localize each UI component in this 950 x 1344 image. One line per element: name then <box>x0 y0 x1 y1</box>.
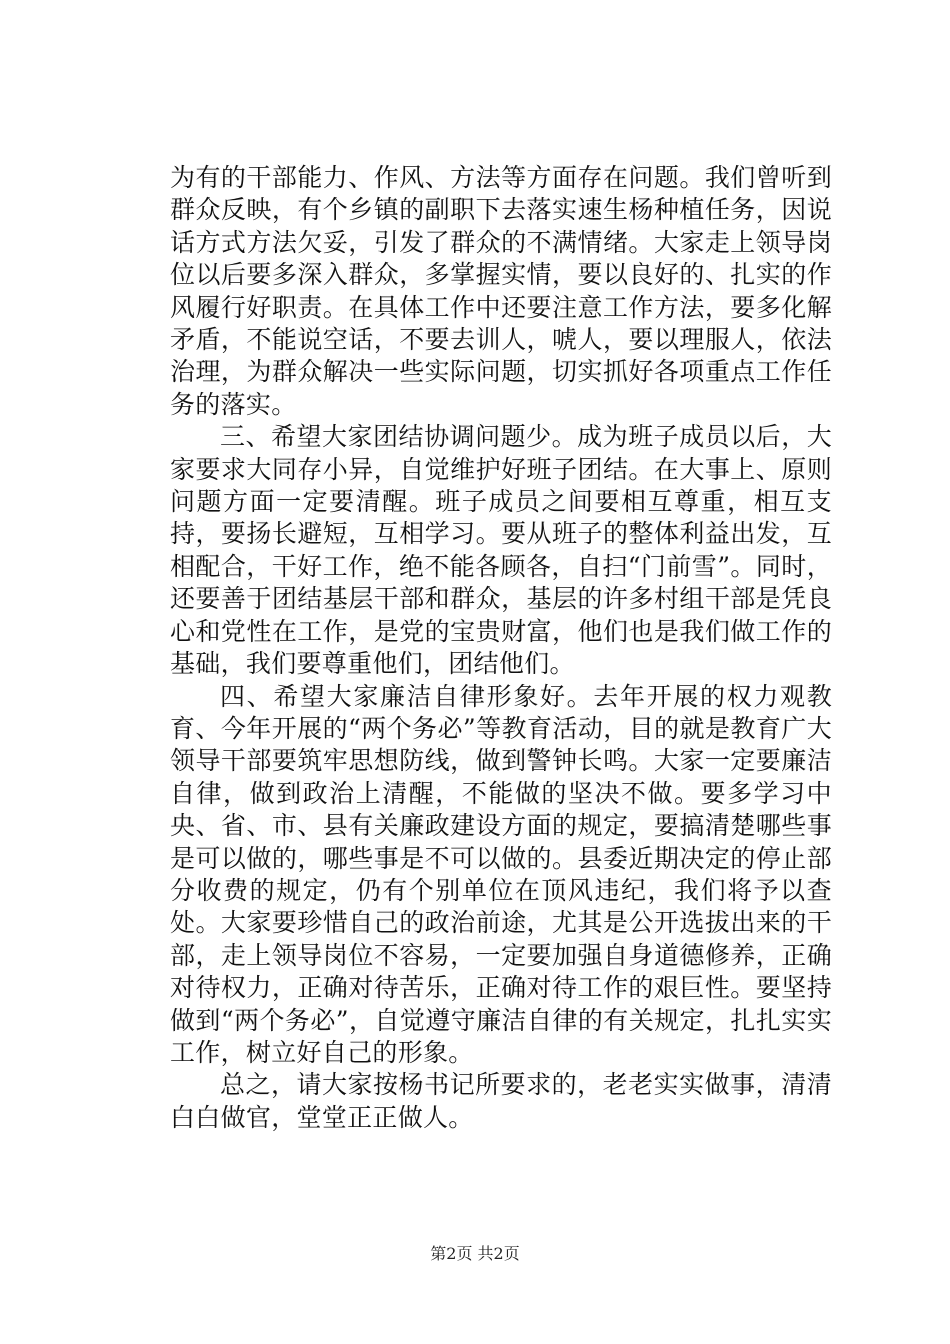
paragraph-1: 为有的干部能力、作风、方法等方面存在问题。我们曾听到群众反映，有个乡镇的副职下去落实速生杨种植任务，因说话方式方法欠妥，引发了群众的不满情绪。大家走上领导岗位以后要多深入群众，多掌握实情，要以良好的、扎实的作风履行好职责。在具体工作中还要注意工作方法，要多化解矛盾，不能说空话，不要去训人，唬人，要以理服人，依法治理，为群众解决一些实际问题，切实抓好各项重点工作任务的落实。 <box>170 163 832 419</box>
document-body <box>170 162 832 1134</box>
paragraph-3: 四、希望大家廉洁自律形象好。去年开展的权力观教育、今年开展的“两个务必”等教育活动，目的就是教育广大领导干部要筑牢思想防线，做到警钟长鸣。大家一定要廉洁自律，做到政治上清醒，不能做的坚决不做。要多学习中央、省、市、县有关廉政建设方面的规定，要搞清楚哪些事是可以做的，哪些事是不可以做的。县委近期决定的停止部分收费的规定，仍有个别单位在顶风违纪，我们将予以查处。大家要珍惜自己的政治前途，尤其是公开选拔出来的干部，走上领导岗位不容易，一定要加强自身道德修养，正确对待权力，正确对待苦乐，正确对待工作的艰巨性。要坚持做到“两个务必”，自觉遵守廉洁自律的有关规定，扎扎实实工作，树立好自己的形象。 <box>170 681 832 1067</box>
page-number-footer: 第2页 共2页 <box>430 1244 520 1263</box>
paragraph-2: 三、希望大家团结协调问题少。成为班子成员以后，大家要求大同存小异，自觉维护好班子团结。在大事上、原则问题方面一定要清醒。班子成员之间要相互尊重，相互支持，要扬长避短，互相学习。要从班子的整体利益出发，互相配合，干好工作，绝不能各顾各，自扫“门前雪”。同时，还要善于团结基层干部和群众，基层的许多村组干部是凭良心和党性在工作，是党的宝贵财富，他们也是我们做工作的基础，我们要尊重他们，团结他们。 <box>170 422 832 679</box>
paragraph-4: 总之，请大家按杨书记所要求的，老老实实做事，清清白白做官，堂堂正正做人。 <box>170 1070 832 1132</box>
